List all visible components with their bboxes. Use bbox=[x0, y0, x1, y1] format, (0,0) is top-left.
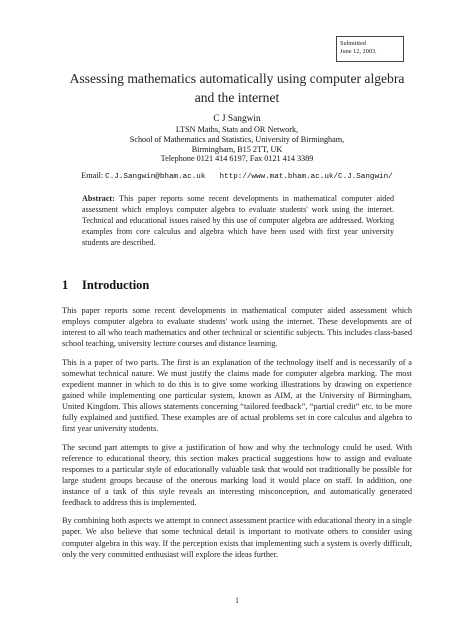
email-label: Email: bbox=[81, 171, 104, 180]
affiliation-line-3: Birmingham, B15 2TT, UK bbox=[191, 144, 283, 154]
section-number: 1 bbox=[62, 278, 69, 292]
affiliation-line-2: School of Mathematics and Statistics, University of Birmingham, bbox=[129, 134, 345, 144]
section-heading bbox=[62, 278, 149, 293]
page-number: 1 bbox=[234, 596, 240, 605]
submission-date: June 12, 2003. bbox=[340, 48, 377, 56]
abstract bbox=[82, 194, 394, 249]
title-line-2: and the internet bbox=[194, 89, 280, 105]
contact-line bbox=[40, 171, 434, 183]
homepage-url[interactable]: http://www.mat.bham.ac.uk/C.J.Sangwin/ bbox=[219, 173, 393, 181]
paragraph: This paper reports some recent developments in mathematical computer aided assessment which employs computer algebra to evaluate students' work using the internet. These developments are of interest to all who teach mathematics and other technical or scientific subjects. This includes class-based school teaching, university lecture courses and distance learning. bbox=[62, 306, 412, 349]
phone-fax-line: Telephone 0121 414 6197, Fax 0121 414 3389 bbox=[160, 154, 314, 164]
author-block bbox=[40, 114, 434, 164]
section-body bbox=[62, 305, 412, 567]
paragraph: By combining both aspects we attempt to connect assessment practice with educational theory in a single paper. We also believe that some technical detail is important to motivate others to consider using computer algebra in this way. If the perception exists that implementing such a system is overly difficult, only the very committed enthusiast will explore the ideas further. bbox=[62, 516, 412, 559]
affiliation-line-1: LTSN Maths, Stats and OR Network, bbox=[175, 125, 299, 134]
section-title: Introduction bbox=[82, 278, 150, 292]
email-address[interactable]: C.J.Sangwin@bham.ac.uk bbox=[105, 173, 206, 181]
title-line-1: Assessing mathematics automatically using computer algebra bbox=[69, 71, 405, 86]
abstract-label: Abstract: bbox=[82, 194, 115, 203]
submission-stamp bbox=[336, 36, 404, 62]
paragraph: This is a paper of two parts. The first is an explanation of the technology itself and is necessarily of a somewhat technical nature. We must justify the claims made for computer algebra marking. The most expedient manner in which to do this is to give some working illustrations by drawing on experience gained while implementing one particular system, known as AIM, at the University of Birmingham, United Kingdom. This allows statements concerning “tailored feedback”, “partial credit” etc. to be more fully explained and justified. These examples are of actual problems set in core calculus and algebra to first year university students. bbox=[62, 357, 412, 434]
paper-title bbox=[40, 70, 434, 107]
abstract-text: This paper reports some recent developments in mathematical computer aided assessment which employs computer algebra to evaluate students' work using the internet. Technical and educational issues raised by this use of computer algebra are addressed. Working examples from core calculus and algebra which have been used with first year university students are described. bbox=[82, 194, 394, 247]
author-name: C J Sangwin bbox=[213, 114, 261, 124]
paragraph: The second part attempts to give a justification of how and why the technology could be used. With reference to educational theory, this section makes practical suggestions how to assign and evaluate responses to a particular style of educationally valuable task that would not traditionally be possible for large student groups because of the onerous marking load it would place on staff. In addition, one instance of a task of this style reveals an interesting misconception, and automatically generated feedback to address this is implemented. bbox=[62, 442, 412, 508]
submission-label: Submitted bbox=[340, 40, 366, 47]
